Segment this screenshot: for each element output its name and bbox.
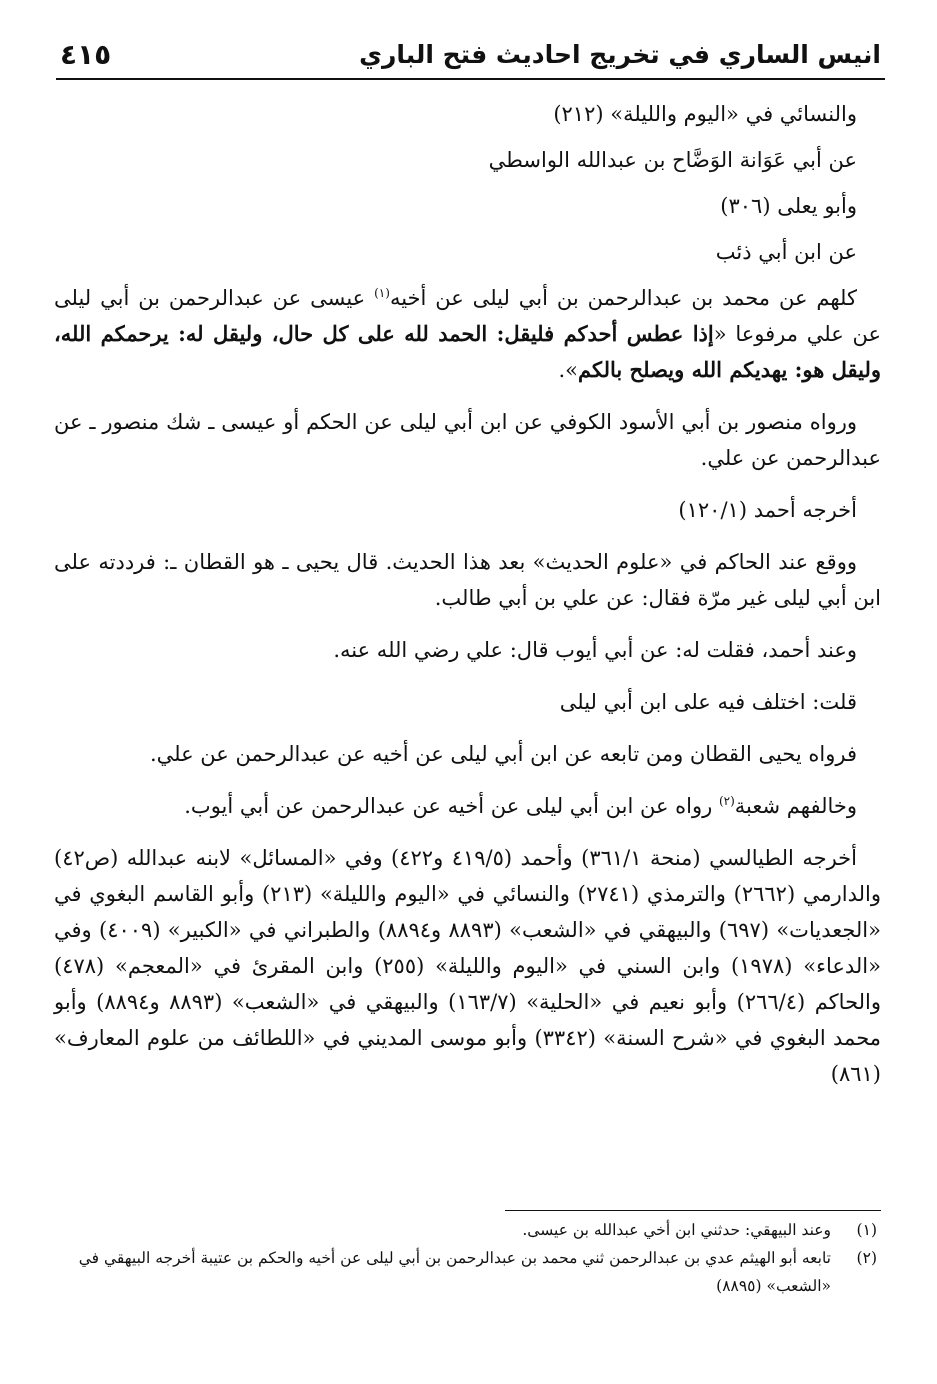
- footnote-divider: [505, 1210, 881, 1211]
- main-text: [54, 96, 881, 1108]
- paragraph: أخرجه الطيالسي (منحة ٣٦١/١) وأحمد (٤١٩/٥ و٤٢٢) وفي «المسائل» لابنه عبدالله (ص٤٢) والدارمي (٢٦٦٢) والترمذي (٢٧٤١) والنسائي في «اليوم والليلة» (٢١٣) وأبو القاسم البغوي في «الجعديات» (٦٩٧) والبيهقي في «الشعب» (٨٨٩٣ و٨٨٩٤) والطبراني في «الكبير» (٤٠٠٩) وفي «الدعاء» (١٩٧٨) وابن السني في «اليوم والليلة» (٢٥٥) وابن المقرئ في «المعجم» (٤٧٨) والحاكم (٢٦٦/٤) وأبو نعيم في «الحلية» (١٦٣/٧) والبيهقي في «الشعب» (٨٨٩٣ و٨٨٩٤) وأبو محمد البغوي في «شرح السنة» (٣٣٤٢) وأبو موسى المديني في «اللطائف من علوم المعارف» (٨٦١): [54, 846, 882, 1086]
- paragraph: وعند أحمد، فقلت له: عن أبي أيوب قال: علي رضي الله عنه.: [333, 638, 857, 662]
- paragraph: ورواه منصور بن أبي الأسود الكوفي عن ابن أبي ليلى عن الحكم أو عيسى ـ شك منصور ـ عن عبدالرحمن عن علي.: [54, 410, 881, 470]
- paragraph: قلت: اختلف فيه على ابن أبي ليلى: [559, 690, 857, 714]
- paragraph: كلهم عن محمد بن عبدالرحمن بن أبي ليلى عن أخيه$^{(١)}$ عيسى عن عبدالرحمن بن أبي ليلى عن علي مرفوعا «إذا عطس أحدكم فليقل: الحمد لله على كل حال، وليقل له: يرحمكم الله، وليقل هو: يهديكم الله ويصلح بالكم».: [54, 286, 881, 382]
- paragraph: والنسائي في «اليوم والليلة» (٢١٢): [553, 102, 857, 126]
- footnote-ref: (١): [374, 286, 390, 300]
- footnotes: [54, 1216, 881, 1300]
- footnote: [54, 1216, 881, 1244]
- footnote-ref: (٢): [718, 794, 735, 808]
- paragraph: أخرجه أحمد (١٢٠/١): [678, 498, 857, 522]
- footnote-text: تابعه أبو الهيثم عدي بن عبدالرحمن ثني محمد بن عبدالرحمن بن أبي ليلى عن أخيه والحكم بن عتيبة أخرجه البيهقي في «الشعب» (٨٨٩٥): [78, 1249, 831, 1295]
- book-title: انيس الساري في تخريج احاديث فتح الباري: [359, 40, 881, 69]
- footnote-text: وعند البيهقي: حدثني ابن أخي عبدالله بن عيسى.: [522, 1221, 831, 1239]
- paragraph: فرواه يحيى القطان ومن تابعه عن ابن أبي ليلى عن أخيه عن عبدالرحمن عن علي.: [149, 742, 857, 766]
- footnote: [54, 1244, 881, 1300]
- footnote-number: (٢): [856, 1249, 877, 1267]
- paragraph: عن أبي عَوَانة الوَضَّاح بن عبدالله الواسطي: [488, 148, 857, 172]
- running-header: [56, 38, 885, 80]
- page-number: ٤١٥: [60, 38, 112, 71]
- hadith-text: إذا عطس أحدكم فليقل: الحمد لله على كل حال، وليقل له: يرحمكم الله، وليقل هو: يهديكم الله ويصلح بالكم: [54, 321, 881, 382]
- paragraph: عن ابن أبي ذئب: [715, 240, 857, 264]
- paragraph: ووقع عند الحاكم في «علوم الحديث» بعد هذا الحديث. قال يحيى ـ هو القطان ـ: فرددته على ابن أبي ليلى غير مرّة فقال: عن علي بن أبي طالب.: [54, 550, 881, 610]
- paragraph: وأبو يعلى (٣٠٦): [720, 194, 857, 218]
- paragraph: وخالفهم شعبة$^{(٢)}$ رواه عن ابن أبي ليلى عن أخيه عن عبدالرحمن عن أبي أيوب.: [184, 794, 857, 818]
- footnote-number: (١): [856, 1221, 877, 1239]
